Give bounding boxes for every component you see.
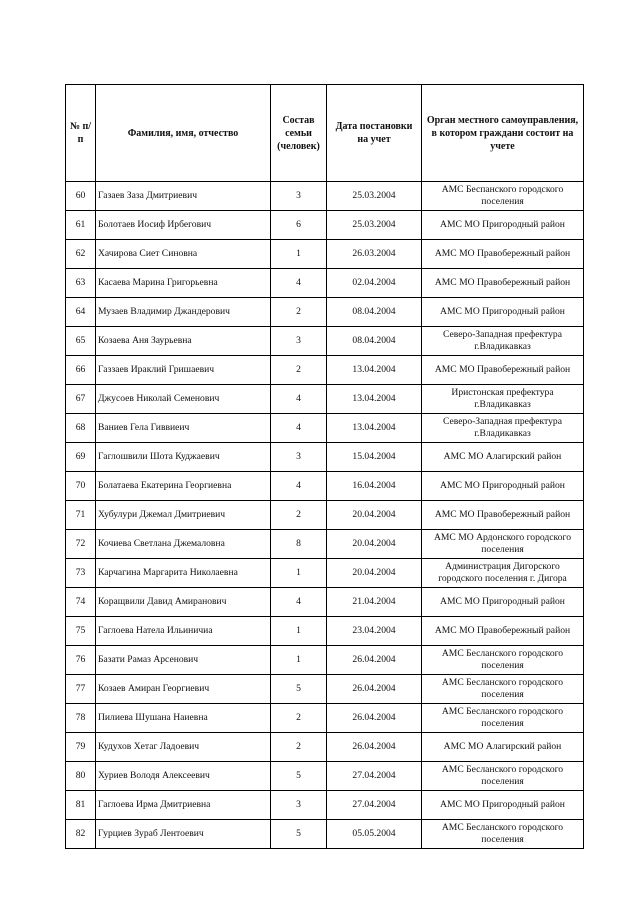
row-number: 65 [66,327,96,356]
row-number: 82 [66,820,96,849]
row-name: Козаев Амиран Георгиевич [96,675,271,704]
table-row [66,646,584,675]
row-number: 62 [66,240,96,269]
row-number: 66 [66,356,96,385]
registry-table [65,84,584,849]
row-registration-date: 27.04.2004 [327,762,422,791]
row-registration-date: 16.04.2004 [327,472,422,501]
row-registration-date: 26.04.2004 [327,646,422,675]
row-number: 73 [66,559,96,588]
row-authority: АМС МО Правобережный район [422,356,584,385]
row-registration-date: 21.04.2004 [327,588,422,617]
table-row [66,472,584,501]
row-family-size: 2 [271,298,327,327]
table-row [66,501,584,530]
table-row [66,530,584,559]
row-family-size: 4 [271,385,327,414]
row-name: Болотаев Иосиф Ирбегович [96,211,271,240]
row-family-size: 8 [271,530,327,559]
row-authority: АМС МО Пригородный район [422,791,584,820]
row-registration-date: 05.05.2004 [327,820,422,849]
table-header-row [66,85,584,182]
row-name: Кудухов Хетаг Ладоевич [96,733,271,762]
row-family-size: 3 [271,443,327,472]
row-family-size: 1 [271,646,327,675]
row-name: Гаглоева Натела Ильиничиа [96,617,271,646]
row-registration-date: 26.04.2004 [327,733,422,762]
row-family-size: 6 [271,211,327,240]
row-registration-date: 25.03.2004 [327,182,422,211]
row-number: 68 [66,414,96,443]
row-name: Газзаев Ираклий Гришаевич [96,356,271,385]
row-registration-date: 08.04.2004 [327,327,422,356]
table-row [66,559,584,588]
row-authority: АМС МО Пригородный район [422,211,584,240]
row-family-size: 1 [271,240,327,269]
table-row [66,211,584,240]
row-name: Музаев Владимир Джандерович [96,298,271,327]
table-row [66,240,584,269]
row-number: 70 [66,472,96,501]
row-name: Карчагина Маргарита Николаевна [96,559,271,588]
row-name: Ваниев Гела Гиввиеич [96,414,271,443]
row-name: Базати Рамаз Арсенович [96,646,271,675]
row-registration-date: 15.04.2004 [327,443,422,472]
row-authority: АМС МО Пригородный район [422,298,584,327]
row-name: Касаева Марина Григорьевна [96,269,271,298]
row-registration-date: 08.04.2004 [327,298,422,327]
row-authority: АМС МО Правобережный район [422,617,584,646]
row-authority: Администрация Дигорского городского поселения г. Дигора [422,559,584,588]
row-number: 72 [66,530,96,559]
row-name: Газаев Заза Дмитриевич [96,182,271,211]
table-row [66,327,584,356]
row-name: Хубулури Джемал Дмитриевич [96,501,271,530]
table-row [66,675,584,704]
row-registration-date: 26.04.2004 [327,704,422,733]
row-authority: АМС Бесланского городского поселения [422,704,584,733]
table-row [66,704,584,733]
row-number: 61 [66,211,96,240]
row-authority: АМС МО Правобережный район [422,501,584,530]
row-family-size: 5 [271,820,327,849]
row-family-size: 2 [271,501,327,530]
row-authority: АМС Бесланского городского поселения [422,646,584,675]
row-name: Кочиева Светлана Джемаловна [96,530,271,559]
row-name: Джусоев Николай Семенович [96,385,271,414]
table-body [66,182,584,849]
header-family: Состав семьи (человек) [271,85,327,182]
table-row [66,356,584,385]
row-family-size: 3 [271,791,327,820]
row-registration-date: 26.03.2004 [327,240,422,269]
row-registration-date: 20.04.2004 [327,559,422,588]
row-number: 74 [66,588,96,617]
row-name: Пилиева Шушана Наиевна [96,704,271,733]
table-row [66,269,584,298]
row-registration-date: 25.03.2004 [327,211,422,240]
header-name: Фамилия, имя, отчество [96,85,271,182]
row-family-size: 2 [271,704,327,733]
row-family-size: 1 [271,559,327,588]
row-number: 69 [66,443,96,472]
row-registration-date: 13.04.2004 [327,385,422,414]
row-registration-date: 13.04.2004 [327,414,422,443]
row-name: Хуриев Володя Алексеевич [96,762,271,791]
row-name: Гурциев Зураб Лентоевич [96,820,271,849]
row-name: Хачирова Сиет Синовна [96,240,271,269]
row-registration-date: 20.04.2004 [327,530,422,559]
row-authority: АМС МО Правобережный район [422,269,584,298]
row-number: 77 [66,675,96,704]
row-authority: АМС Беспанского городского поселения [422,182,584,211]
row-family-size: 3 [271,182,327,211]
table-row [66,820,584,849]
row-authority: АМС МО Правобережный район [422,240,584,269]
table-row [66,385,584,414]
table-row [66,298,584,327]
row-registration-date: 20.04.2004 [327,501,422,530]
table-row [66,733,584,762]
row-family-size: 4 [271,588,327,617]
row-family-size: 2 [271,356,327,385]
table-row [66,182,584,211]
row-authority: Северо-Западная префектура г.Владикавказ [422,414,584,443]
row-family-size: 4 [271,472,327,501]
table-row [66,617,584,646]
row-authority: АМС МО Пригородный район [422,472,584,501]
row-number: 79 [66,733,96,762]
row-authority: АМС Бесланского городского поселения [422,675,584,704]
row-authority: АМС МО Пригородный район [422,588,584,617]
row-number: 76 [66,646,96,675]
row-registration-date: 23.04.2004 [327,617,422,646]
row-number: 78 [66,704,96,733]
row-authority: Иристонская префектура г.Владикавказ [422,385,584,414]
row-registration-date: 13.04.2004 [327,356,422,385]
row-number: 63 [66,269,96,298]
row-registration-date: 26.04.2004 [327,675,422,704]
row-number: 81 [66,791,96,820]
row-family-size: 4 [271,269,327,298]
row-name: Козаева Аня Заурьевна [96,327,271,356]
table-row [66,791,584,820]
row-name: Гаглоева Ирма Дмитриевна [96,791,271,820]
row-name: Болатаева Екатерина Георгиевна [96,472,271,501]
header-date: Дата постановки на учет [327,85,422,182]
header-num: № п/п [66,85,96,182]
row-authority: АМС Бесланского городского поселения [422,762,584,791]
row-authority: АМС МО Алагирский район [422,443,584,472]
row-family-size: 4 [271,414,327,443]
row-authority: Северо-Западная префектура г.Владикавказ [422,327,584,356]
header-org: Орган местного самоуправления, в котором граждани состоит на учете [422,85,584,182]
row-number: 80 [66,762,96,791]
row-name: Гаглошвили Шота Куджаевич [96,443,271,472]
row-authority: АМС МО Ардонского городского поселения [422,530,584,559]
row-number: 67 [66,385,96,414]
table-row [66,762,584,791]
row-family-size: 3 [271,327,327,356]
row-family-size: 5 [271,762,327,791]
row-name: Коращвили Давид Амиранович [96,588,271,617]
table-row [66,588,584,617]
row-number: 71 [66,501,96,530]
row-number: 75 [66,617,96,646]
row-authority: АМС Бесланского городского поселения [422,820,584,849]
row-number: 64 [66,298,96,327]
row-registration-date: 02.04.2004 [327,269,422,298]
table-row [66,414,584,443]
row-family-size: 2 [271,733,327,762]
row-authority: АМС МО Алагирский район [422,733,584,762]
row-registration-date: 27.04.2004 [327,791,422,820]
table-row [66,443,584,472]
row-family-size: 5 [271,675,327,704]
row-family-size: 1 [271,617,327,646]
row-number: 60 [66,182,96,211]
